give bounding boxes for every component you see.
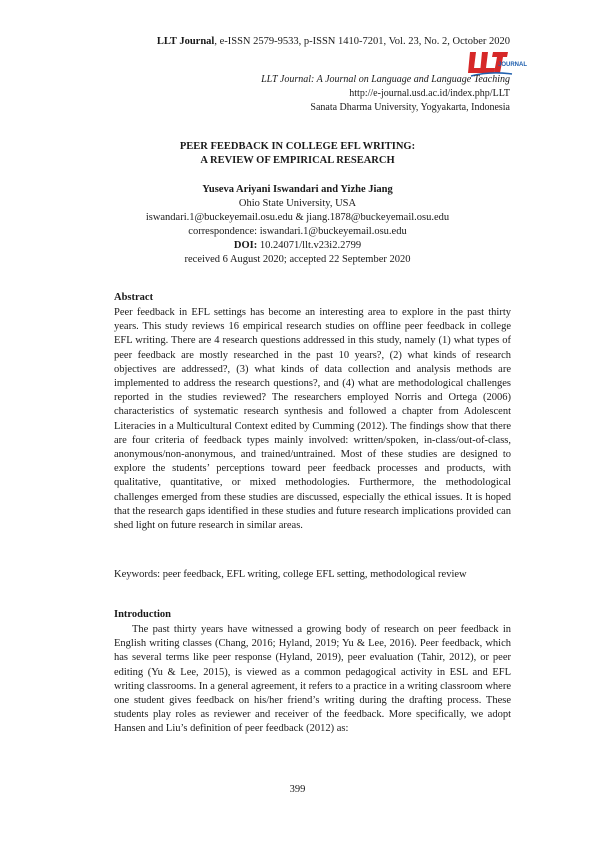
introduction-text: The past thirty years have witnessed a growing body of research on peer feedback in English writing classes (Chang, 2016; Hyland, 2019; Yu & Lee, 2016). Peer feedback, which has several terms like peer response (Hyland, 2019), peer evaluation (Tahir, 2012), or peer editing (Yu & Lee, 2015), is viewed as a common pedagogical activity in ESL and EFL writing classrooms. In a general agreement, it refers to a practice in a writing classroom where one student gives feedback on his/her friend’s writing during the drafting process. These students play roles as reviewer and receiver of the feedback. More specifically, we adopt Hansen and Liu’s definition of peer feedback (2012) as:	[114, 624, 511, 735]
keywords: Keywords: peer feedback, EFL writing, college EFL setting, methodological review	[114, 569, 467, 580]
doi-label: DOI:	[233, 240, 258, 251]
author-emails[interactable]: iswandari.1@buckeyemail.osu.edu & jiang.1878@buckeyemail.osu.edu	[145, 212, 450, 223]
abstract-heading: Abstract	[114, 292, 154, 303]
doi[interactable]	[0, 239, 595, 253]
logo-word: JOURNAL	[498, 62, 528, 68]
journal-name: LLT Journal	[156, 36, 215, 47]
correspondence[interactable]: correspondence: iswandari.1@buckeyemail.osu.edu	[188, 226, 407, 237]
page-number: 399	[289, 784, 306, 795]
journal-url[interactable]: http://e-journal.usd.ac.id/index.php/LLT	[349, 88, 510, 99]
received-accepted-dates: received 6 August 2020; accepted 22 September 2020	[184, 254, 411, 265]
article-title	[0, 140, 595, 168]
affiliation: Ohio State University, USA	[238, 198, 357, 209]
abstract-text: Peer feedback in EFL settings has become an interesting area to explore in the past thirty years. This study reviews 16 empirical research studies on offline peer feedback in college EFL writing. There are 4 research questions addressed in this study, namely (1) what types of peer feedback are mostly researched in the past 10 years?, (2) what kinds of research objectives are addressed?, (3) what kinds of data collection and analysis methods are implemented to address the research questions?, and (4) what are methodological challenges reported in the studies reviewed? The researchers employed Norris and Ortega (2006) characteristics of systematic research synthesis and followed a chapter from Adolescent Literacies in a Multicultural Context edited by Cumming (2012). The findings show that there are four criteria of feedback types mainly involved: written/spoken, in-class/out-of-class, anonymous/non-anonymous, and trained/untrained. Most of these studies are designed to explore the students’ perceptions toward peer feedback processes and products, with qualitative, quantitative, or mixed methodologies. Furthermore, the methodological challenges emerged from these studies are discussed, especially the ethical issues. It is hoped that the research gaps identified in these studies and future research implications provided can shed light on future research in similar areas.	[114, 307, 511, 532]
author-names: Yuseva Ariyani Iswandari and Yizhe Jiang	[202, 184, 393, 195]
introduction-heading: Introduction	[114, 609, 171, 620]
journal-full-name: LLT Journal: A Journal on Language and Language Teaching	[261, 74, 510, 85]
author-block	[0, 183, 595, 267]
journal-institution: Sanata Dharma University, Yogyakarta, Indonesia	[310, 102, 510, 113]
running-header	[0, 36, 510, 47]
title-line-1: PEER FEEDBACK IN COLLEGE EFL WRITING:	[179, 141, 416, 152]
title-line-2: A REVIEW OF EMPIRICAL RESEARCH	[200, 155, 395, 166]
issue-info: , e-ISSN 2579-9533, p-ISSN 1410-7201, Vol. 23, No. 2, October 2020	[214, 36, 510, 47]
doi-value[interactable]: 10.24071/llt.v23i2.2799	[257, 240, 362, 251]
journal-info	[261, 73, 510, 115]
